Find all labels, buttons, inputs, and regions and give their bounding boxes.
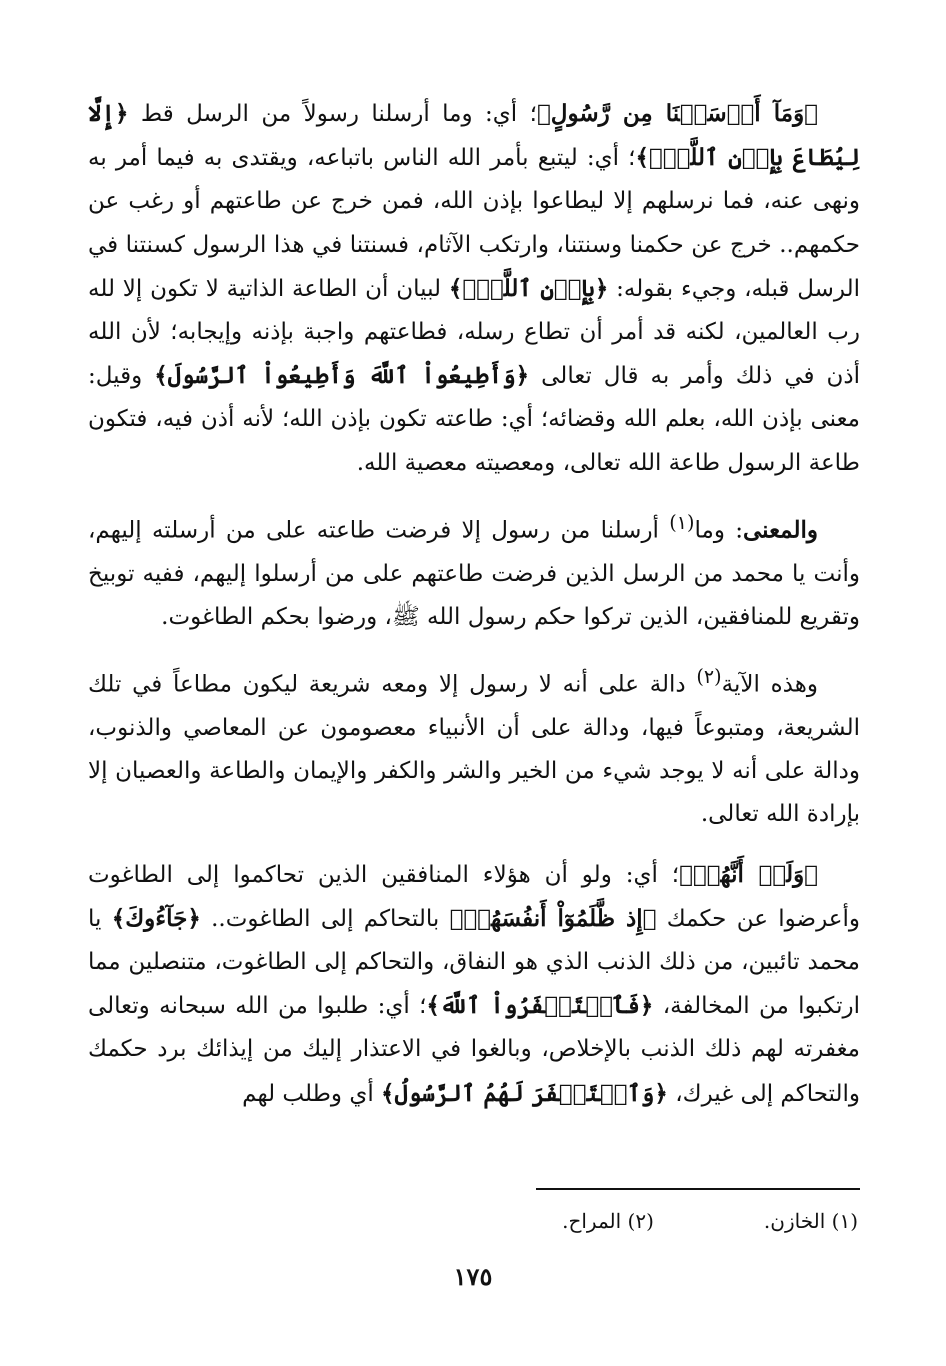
quran-verse: ﴿وَلَوۡ أَنَّهُمۡ﴾ — [679, 860, 818, 888]
quran-verse: ﴿وَٱسۡتَغۡفَرَ لَهُمُ ٱلرَّسُولُ﴾ — [381, 1079, 668, 1107]
page-body — [88, 92, 860, 1116]
body-text: بالتحاكم إلى الطاغوت.. — [200, 905, 450, 932]
emphasis-text: والمعنى — [742, 516, 818, 544]
paragraph-meaning — [88, 501, 860, 639]
quran-verse: ﴿فَٱسۡتَغۡفَرُواْ ٱللَّهَ﴾ — [426, 992, 654, 1020]
paragraph-tafsir-arsalna — [88, 92, 860, 485]
body-text: ؛ أي: وما أرسلنا رسولاً من الرسل قط — [128, 101, 537, 127]
body-text: أي وطلب لهم — [242, 1080, 382, 1107]
body-text: يا محمد تائبين، من ذلك الذنب الذي هو النفاق، والتحاكم إلى الطاغوت، متنصلين مما ارتكبوا من المخالفة، — [88, 905, 860, 1020]
quran-verse: ﴿إِذ ظَّلَمُوٓاْ أَنفُسَهُمۡ﴾ — [449, 904, 657, 932]
footnote-1: (١) الخازن. — [763, 1209, 858, 1233]
body-text: وهذه الآية — [721, 671, 818, 698]
footnote-marker: (٢) — [696, 665, 722, 689]
quran-verse: ﴿إِلَّا لِيُطَاعَ بِإِذۡنِ ٱللَّهِۚ﴾ — [88, 100, 860, 172]
quran-verse: ﴿جَآءُوكَ﴾ — [111, 904, 201, 932]
body-text: لبيان أن الطاعة الذاتية لا تكون إلا لله رب العالمين، لكنه قد أمر أن تطاع رسله، فطاعتهم واجبة بإذنه وإيجابه؛ لأن الله أذن في ذلك وأمر به قال تعالى — [88, 275, 860, 390]
footnote-2: (٢) المراح. — [562, 1209, 654, 1233]
body-text: دالة على أنه لا رسول إلا ومعه شريعة ليكون مطاعاً في تلك الشريعة، ومتبوعاً فيها، ودالة على أن الأنبياء معصومون عن المعاصي والذنوب، ودالة على أنه لا يوجد شيء من الخير والشر والكفر والإيمان والطاعة والعصيان إلا بإرادة الله تعالى. — [88, 671, 860, 828]
body-text: ؛ أي: ليتبع بأمر الله الناس باتباعه، ويقتدى به فيما أمر به ونهى عنه، فما نرسلهم إلا ليطاعوا بإذن الله، فمن خرج عن طاعتهم أو رغب عن حكمهم.. خرج عن حكمنا وسنتنا، وارتكب الآثام، فسنتنا في هذا الرسول كسنتنا في الرسل قبله، وجيء بقوله: — [88, 145, 860, 302]
body-text: وقيل: معنى بإذن الله، بعلم الله وقضائه؛ أي: طاعته تكون بإذن الله؛ لأنه أذن فيه، فتكون طاعة الرسول طاعة الله تعالى، ومعصيته معصية الله. — [88, 363, 860, 476]
body-text: أرسلنا من رسول إلا فرضت طاعته على من أرسلته إليهم، وأنت يا محمد من الرسل الذين فرضت طاعتهم على من أرسلوا إليهم، ففيه توبيخ وتقريع للمنافقين، الذين تركوا حكم رسول الله ﷺ، ورضوا بحكم الطاغوت. — [88, 517, 860, 630]
footnote-marker: (١) — [669, 510, 695, 534]
paragraph-ayah-indication — [88, 655, 860, 836]
footnotes — [562, 1205, 858, 1237]
quran-verse: ﴿وَمَآ أَرۡسَلۡنَا مِن رَّسُولٍ﴾ — [536, 100, 818, 127]
quran-verse: ﴿وَأَطِيعُواْ ٱللَّهَ وَأَطِيعُواْ ٱلرَّسُولَ﴾ — [154, 362, 530, 390]
footnote-divider — [536, 1188, 860, 1190]
quran-verse: ﴿بِإِذۡنِ ٱللَّهِۚ﴾ — [448, 274, 609, 302]
page-number: ١٧٥ — [453, 1262, 493, 1291]
paragraph-tafsir-walaw-annahum — [88, 853, 860, 1116]
body-text: ؛ أي: ولو أن هؤلاء المنافقين الذين تحاكموا إلى الطاغوت وأعرضوا عن حكمك — [88, 861, 860, 932]
body-text: ؛ أي: طلبوا من الله سبحانه وتعالى مغفرته لهم ذلك الذنب بالإخلاص، وبالغوا في الاعتذار إليك من إيذائك برد حكمك والتحاكم إلى غيرك، — [88, 993, 860, 1107]
body-text: : وما — [694, 517, 743, 544]
